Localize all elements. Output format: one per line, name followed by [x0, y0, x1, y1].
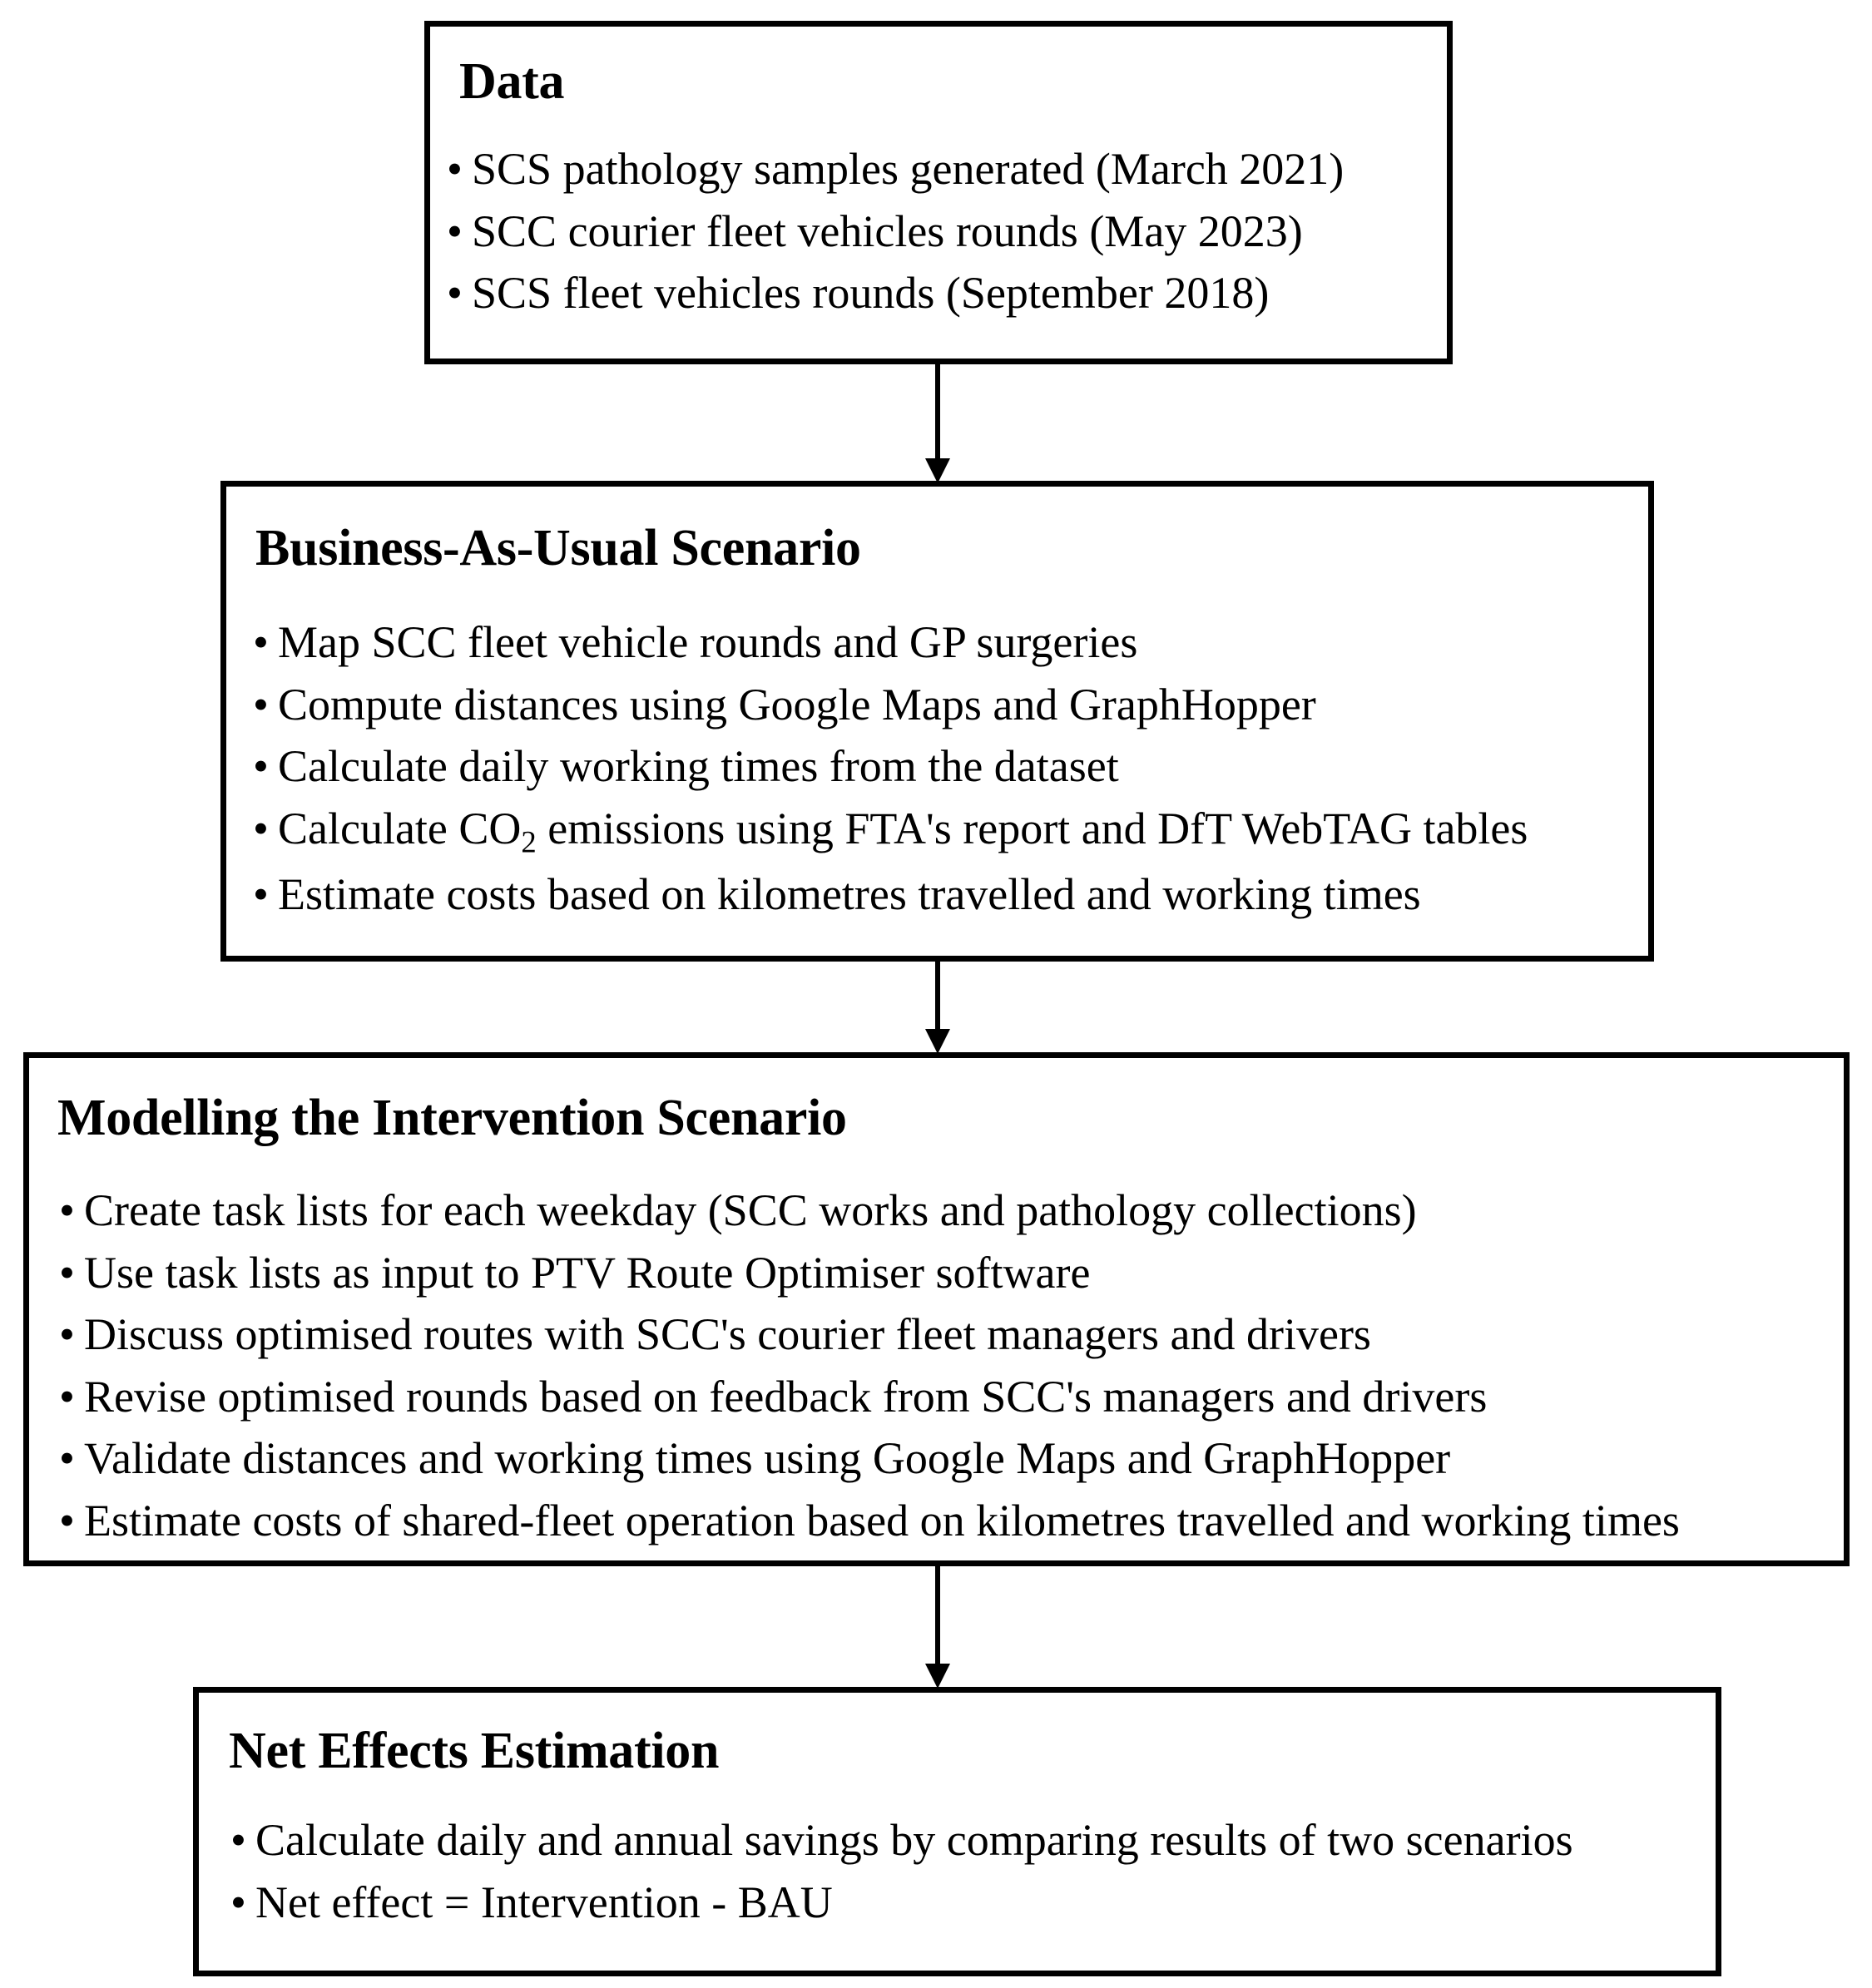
- node-net-effects-estimation: [193, 1687, 1721, 1976]
- bullet-icon: •: [447, 268, 463, 319]
- arrow-shaft: [935, 363, 940, 462]
- list-item: [253, 798, 1648, 863]
- list-item-text: Calculate daily and annual savings by comparing results of two scenarios: [255, 1815, 1573, 1866]
- list-item: [253, 735, 1648, 798]
- list-item-text-co2-suffix: emissions using FTA's report and DfT WebTAG tables: [536, 803, 1528, 853]
- bullet-icon: •: [253, 741, 269, 792]
- bullet-icon: •: [59, 1309, 75, 1360]
- node-data-title: Data: [459, 53, 565, 110]
- bullet-icon: •: [253, 803, 269, 853]
- bullet-icon: •: [59, 1185, 75, 1236]
- node-net-bullet-list: [230, 1809, 1716, 1933]
- connector-arrow-bau-to-model: [925, 961, 950, 1056]
- list-item: [59, 1303, 1844, 1366]
- list-item: [59, 1366, 1844, 1428]
- list-item: [253, 863, 1648, 926]
- list-item-text: Use task lists as input to PTV Route Optimiser software: [84, 1247, 1091, 1298]
- list-item-text: SCS pathology samples generated (March 2021): [472, 144, 1345, 195]
- bullet-icon: •: [230, 1815, 246, 1866]
- list-item: [59, 1490, 1844, 1552]
- list-item-text: Estimate costs of shared-fleet operation based on kilometres travelled and working times: [84, 1495, 1680, 1545]
- arrow-shaft: [935, 961, 940, 1032]
- list-item-text: Estimate costs based on kilometres travelled and working times: [278, 868, 1421, 919]
- list-item: [59, 1427, 1844, 1490]
- node-business-as-usual-scenario: [220, 481, 1654, 962]
- list-item: [230, 1809, 1716, 1872]
- list-item-text: Create task lists for each weekday (SCC works and pathology collections): [84, 1185, 1417, 1236]
- arrow-head-icon: [925, 1029, 950, 1054]
- arrow-shaft: [935, 1565, 940, 1667]
- bullet-icon: •: [59, 1247, 75, 1298]
- bullet-icon: •: [59, 1371, 75, 1422]
- list-item-text: Compute distances using Google Maps and GraphHopper: [278, 679, 1316, 729]
- list-item-text: Calculate daily working times from the dataset: [278, 741, 1119, 792]
- connector-arrow-model-to-net: [925, 1565, 950, 1690]
- list-item: [253, 674, 1648, 736]
- connector-arrow-data-to-bau: [925, 363, 950, 484]
- node-bau-title: Business-As-Usual Scenario: [255, 520, 861, 576]
- node-model-bullet-list: [59, 1179, 1844, 1551]
- node-model-title: Modelling the Intervention Scenario: [57, 1090, 847, 1146]
- bullet-icon: •: [447, 205, 463, 256]
- list-item-text-co2-subscript: 2: [521, 824, 537, 859]
- arrow-head-icon: [925, 1664, 950, 1689]
- bullet-icon: •: [230, 1877, 246, 1927]
- list-item-text: Net effect = Intervention - BAU: [255, 1877, 833, 1927]
- list-item: [253, 611, 1648, 674]
- node-net-title: Net Effects Estimation: [229, 1723, 720, 1779]
- bullet-icon: •: [253, 617, 269, 668]
- list-item-text: Map SCC fleet vehicle rounds and GP surgeries: [278, 617, 1138, 668]
- list-item: [59, 1179, 1844, 1242]
- arrow-head-icon: [925, 458, 950, 483]
- list-item: [230, 1872, 1716, 1934]
- node-data-bullet-list: [447, 138, 1447, 324]
- bullet-icon: •: [59, 1495, 75, 1545]
- bullet-icon: •: [447, 144, 463, 195]
- bullet-icon: •: [253, 679, 269, 729]
- list-item: [447, 138, 1447, 200]
- list-item-text: Validate distances and working times using Google Maps and GraphHopper: [84, 1433, 1451, 1484]
- list-item-text: SCC courier fleet vehicles rounds (May 2023): [472, 205, 1303, 256]
- list-item: [59, 1242, 1844, 1304]
- list-item-text: Revise optimised rounds based on feedback from SCC's managers and drivers: [84, 1371, 1488, 1422]
- list-item-text-co2-prefix: Calculate CO: [278, 803, 522, 853]
- list-item: [447, 200, 1447, 263]
- bullet-icon: •: [59, 1433, 75, 1484]
- list-item-text: Discuss optimised routes with SCC's courier fleet managers and drivers: [84, 1309, 1371, 1360]
- node-bau-bullet-list: [253, 611, 1648, 925]
- node-modelling-intervention-scenario: [23, 1052, 1850, 1566]
- list-item-text: SCS fleet vehicles rounds (September 2018): [472, 268, 1270, 319]
- bullet-icon: •: [253, 868, 269, 919]
- node-data: [424, 21, 1453, 364]
- list-item: [447, 262, 1447, 324]
